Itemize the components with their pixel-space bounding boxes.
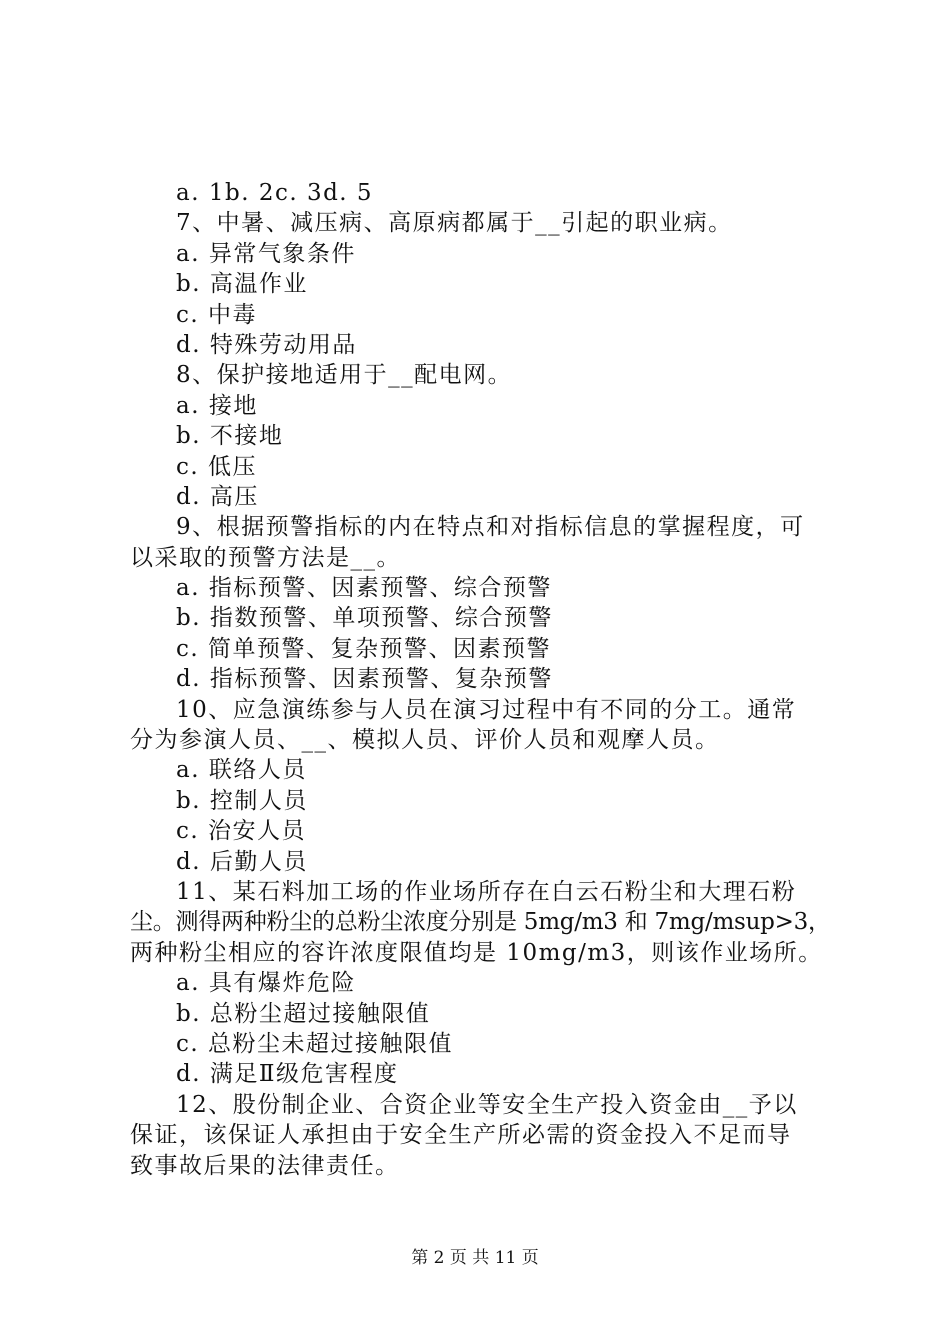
text-line: a. 联络人员 (176, 757, 307, 784)
text-line: d. 指标预警、因素预警、复杂预警 (176, 666, 553, 693)
text-line: d. 特殊劳动用品 (176, 331, 357, 358)
text-line: c. 中毒 (176, 301, 258, 328)
text-line: 8、保护接地适用于__配电网。 (176, 362, 513, 389)
text-line: d. 满足Ⅱ级危害程度 (176, 1061, 399, 1088)
text-line: b. 控制人员 (176, 787, 308, 814)
text-line: a. 1b. 2c. 3d. 5 (176, 180, 374, 206)
text-line: d. 后勤人员 (176, 848, 308, 875)
text-line: d. 高压 (176, 483, 259, 510)
text-line: b. 总粉尘超过接触限值 (176, 1000, 431, 1027)
text-line: b. 高温作业 (176, 271, 308, 298)
text-line: c. 治安人员 (176, 818, 307, 845)
text-line: 分为参演人员、__、模拟人员、评价人员和观摩人员。 (130, 727, 720, 754)
text-line: a. 具有爆炸危险 (176, 970, 356, 997)
text-line: b. 指数预警、单项预警、综合预警 (176, 605, 553, 632)
text-line: 7、中暑、减压病、高原病都属于__引起的职业病。 (176, 210, 733, 237)
text-line: 两种粉尘相应的容许浓度限值均是 10mg/m3，则该作业场所。 (130, 939, 823, 966)
text-line: a. 接地 (176, 392, 258, 419)
text-line: c. 低压 (176, 453, 258, 480)
text-line: 以采取的预警方法是__。 (130, 544, 401, 571)
text-line: c. 总粉尘未超过接触限值 (176, 1030, 454, 1057)
text-line: 保证，该保证人承担由于安全生产所必需的资金投入不足而导 (130, 1122, 792, 1149)
page-footer: 第 2 页 共 11 页 (411, 1248, 539, 1268)
text-line: 12、股份制企业、合资企业等安全生产投入资金由__予以 (176, 1091, 798, 1118)
text-line: 尘。测得两种粉尘的总粉尘浓度分别是 5mg/m3 和 7mg/msup>3， (130, 909, 831, 936)
text-line: 11、某石料加工场的作业场所存在白云石粉尘和大理石粉 (176, 878, 797, 905)
text-line: a. 异常气象条件 (176, 240, 356, 267)
text-line: 9、根据预警指标的内在特点和对指标信息的掌握程度，可 (176, 514, 805, 541)
text-line: 10、应急演练参与人员在演习过程中有不同的分工。通常 (176, 696, 797, 723)
document-body (130, 178, 832, 1181)
text-line: c. 简单预警、复杂预警、因素预警 (176, 635, 552, 662)
text-line: 致事故后果的法律责任。 (130, 1152, 400, 1179)
text-line: a. 指标预警、因素预警、综合预警 (176, 575, 552, 602)
text-line: b. 不接地 (176, 423, 284, 450)
